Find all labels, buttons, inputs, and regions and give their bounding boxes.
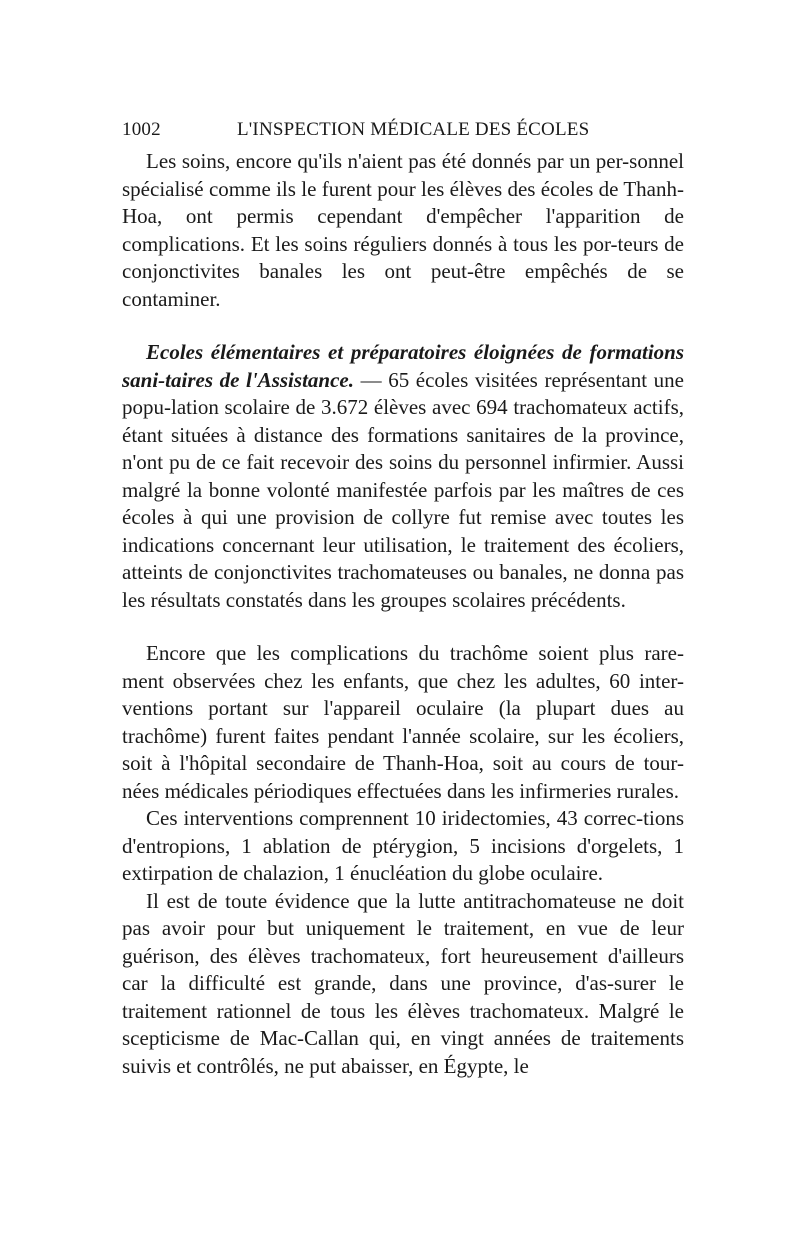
- paragraph-text: — 65 écoles visitées représentant une popu-lation scolaire de 3.672 élèves avec 694 trachomateux actifs, étant situées à distance des formations sanitaires de la province, n'ont pu de ce fait recevoir des soins du personnel infirmier. Aussi malgré la bonne volonté manifestée parfois par les maîtres de ces écoles à qui une provision de collyre fut remise avec toutes les indications concernant leur utilisation, le traitement des écoliers, atteints de conjonctivites trachomateuses ou banales, ne donna pas les résultats constatés dans les groupes scolaires précédents.: [122, 367, 684, 612]
- paragraph-ecoles-eloignees: [122, 339, 684, 614]
- paragraph-complications: Encore que les complications du trachôme soient plus rare-ment observées chez les enfants, que chez les adultes, 60 inter-ventions portant sur l'appareil oculaire (la plupart dues au trachôme) furent faites pendant l'année scolaire, sur les écoliers, soit à l'hôpital secondaire de Thanh-Hoa, soit au cours de tour-nées médicales périodiques effectuées dans les infirmeries rurales.: [122, 641, 684, 803]
- body-text: [122, 148, 684, 1080]
- paragraph-interventions: Ces interventions comprennent 10 iridectomies, 43 correc-tions d'entropions, 1 ablation de ptérygion, 5 incisions d'orgelets, 1 extirpation de chalazion, 1 énucléation du globe oculaire.: [122, 806, 684, 885]
- page-number: 1002: [122, 119, 161, 140]
- section-heading: Ecoles élémentaires et préparatoires éloignées de formations sani-taires de l'Assistance.: [122, 340, 684, 392]
- paragraph-soins: Les soins, encore qu'ils n'aient pas été donnés par un per-sonnel spécialisé comme ils le furent pour les élèves des écoles de Thanh-Hoa, ont permis cependant d'empêcher l'apparition de complications. Et les soins réguliers donnés à tous les por-teurs de conjonctivites banales les ont peut-être empêchés de se contaminer.: [122, 149, 684, 311]
- running-title: L'INSPECTION MÉDICALE DES ÉCOLES: [237, 119, 590, 140]
- paragraph-lutte: Il est de toute évidence que la lutte antitrachomateuse ne doit pas avoir pour but uniquement le traitement, en vue de leur guérison, des élèves trachomateux, fort heureusement d'ailleurs car la difficulté est grande, dans une province, d'as-surer le traitement rationnel de tous les élèves trachomateux. Malgré le scepticisme de Mac-Callan qui, en vingt années de traitements suivis et contrôlés, ne put abaisser, en Égypte, le: [122, 888, 684, 1078]
